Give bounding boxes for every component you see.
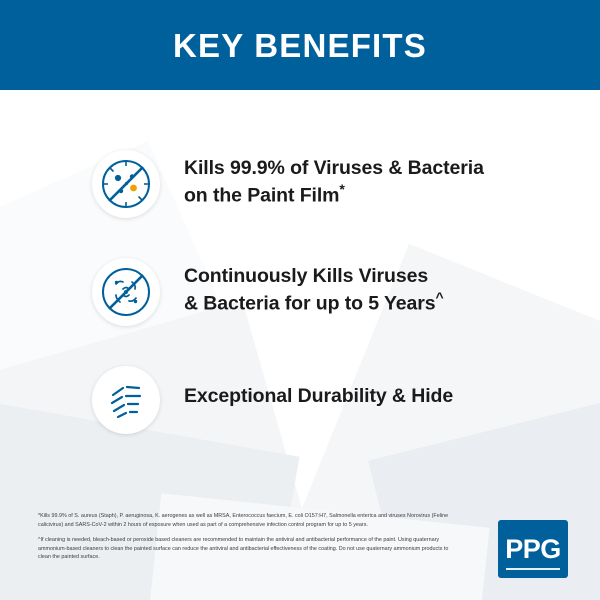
header-banner [0,0,600,90]
page-title: KEY BENEFITS [172,26,427,64]
benefit-line-1: Kills 99.9% of Viruses & Bacteria [184,157,484,179]
logo-underline [506,568,560,570]
ppg-logo-text: PPG [505,533,561,564]
list-item [0,150,600,236]
durability-brush-strokes-icon [92,366,160,434]
benefit-text [184,150,514,208]
benefits-list [0,150,600,468]
benefit-footnote-marker: * [339,180,345,197]
benefit-line-2: & Bacteria for up to 5 Years [184,292,436,315]
footnotes [38,512,458,569]
list-item [0,258,600,344]
virus-crossed-out-icon [92,258,160,326]
benefit-line-1: Exceptional Durability & Hide [184,385,454,407]
footnote-caret: ^If cleaning is needed, bleach-based or peroxide based cleaners are recommended to maintain the antiviral and antibacterial performance of the paint. Using quaternary ammonium-based cleaners to clean the painted surface can reduce the antiviral and antibacterial effectiveness of the coating. Do not use quaternary ammonium products to clean the painted surface. [38,537,449,561]
benefit-text [184,258,514,316]
virus-no-symbol-icon [92,150,160,218]
benefit-text [184,366,514,409]
benefit-line-1: Continuously Kills Viruses [184,265,429,287]
footnote-asterisk: *Kills 99.9% of S. aureus (Staph), P. aeruginosa, K. aerogenes as well as MRSA, Enterococcus faecium, E. coli O157:H7, Salmonella enterica and viruses Norovirus (Feline calicivirus) and SARS-CoV-2 within 2 hours of exposure when used as part of a comprehensive infection control program for up to 5 years. [38,513,449,528]
list-item [0,366,600,446]
benefit-line-2: on the Paint Film [184,184,340,207]
ppg-logo [498,520,568,578]
benefit-footnote-marker: ^ [435,288,444,305]
